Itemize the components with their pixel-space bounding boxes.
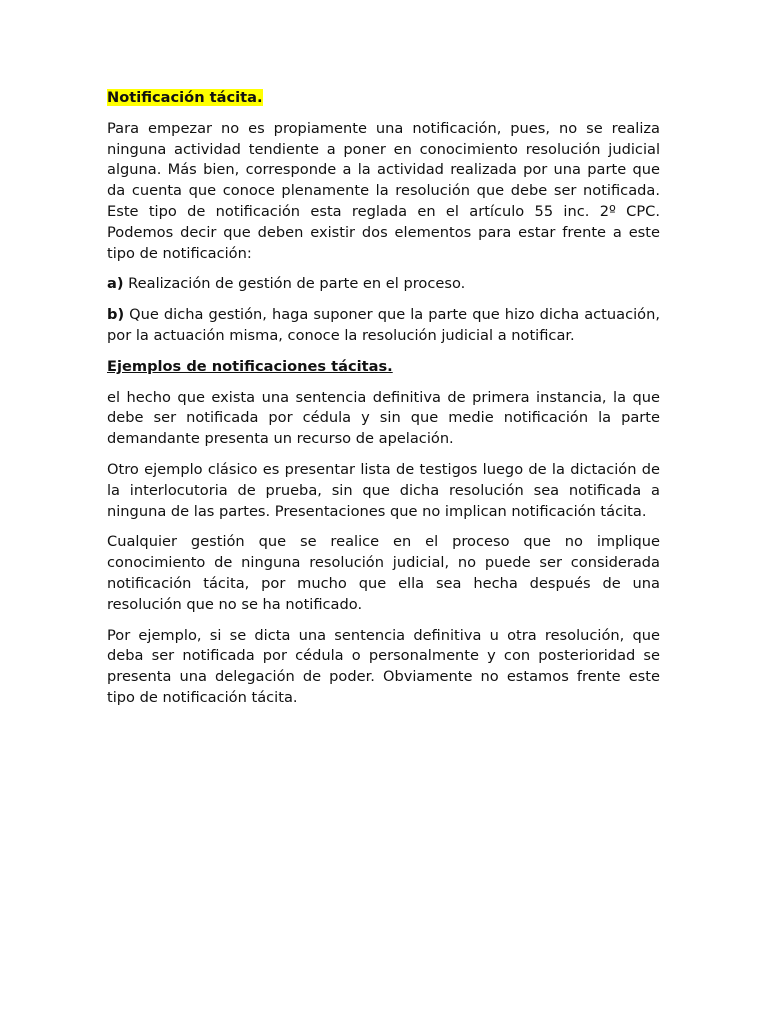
highlighted-title: Notificación tácita. xyxy=(107,89,263,106)
example-paragraph-3: Cualquier gestión que se realice en el proceso que no implique conocimiento de ninguna resolución judicial, no puede ser considerada notificación tácita, por mucho que ella sea hecha después de una resolución que no se ha notificado. xyxy=(107,533,660,613)
element-b-paragraph xyxy=(107,305,660,347)
example-paragraph-1: el hecho que exista una sentencia definitiva de primera instancia, la que debe ser notificada por cédula y sin que medie notificación la parte demandante presenta un recurso de apelación. xyxy=(107,388,660,448)
list-marker-a: a) xyxy=(107,275,124,293)
example-paragraph-4: Por ejemplo, si se dicta una sentencia definitiva u otra resolución, que deba ser notificada por cédula o personalmente y con posterioridad se presenta una delegación de poder. Obviamente no estamos frente este tipo de notificación tácita. xyxy=(107,626,660,706)
list-marker-b: b) xyxy=(107,306,125,324)
intro-paragraph: Para empezar no es propiamente una notificación, pues, no se realiza ninguna actividad tendiente a poner en conocimiento resolución judicial alguna. Más bien, corresponde a la actividad realizada por una parte que da cuenta que conoce plenamente la resolución que debe ser notificada. Este tipo de notificación esta reglada en el artículo 55 inc. 2º CPC. Podemos decir que deben existir dos elementos para estar frente a este tipo de notificación: xyxy=(107,119,660,262)
section-heading-tacit-notification xyxy=(107,88,660,109)
element-a-paragraph xyxy=(107,274,660,295)
examples-heading: Ejemplos de notificaciones tácitas. xyxy=(107,357,393,375)
document-body xyxy=(107,88,660,719)
element-b-text: Que dicha gestión, haga suponer que la parte que hizo dicha actuación, por la actuación misma, conoce la resolución judicial a notificar. xyxy=(107,306,660,344)
example-paragraph-2: Otro ejemplo clásico es presentar lista de testigos luego de la dictación de la interlocutoria de prueba, sin que dicha resolución sea notificada a ninguna de las partes. Presentaciones que no implican notificación tácita. xyxy=(107,460,660,520)
element-a-text: Realización de gestión de parte en el proceso. xyxy=(123,275,466,293)
